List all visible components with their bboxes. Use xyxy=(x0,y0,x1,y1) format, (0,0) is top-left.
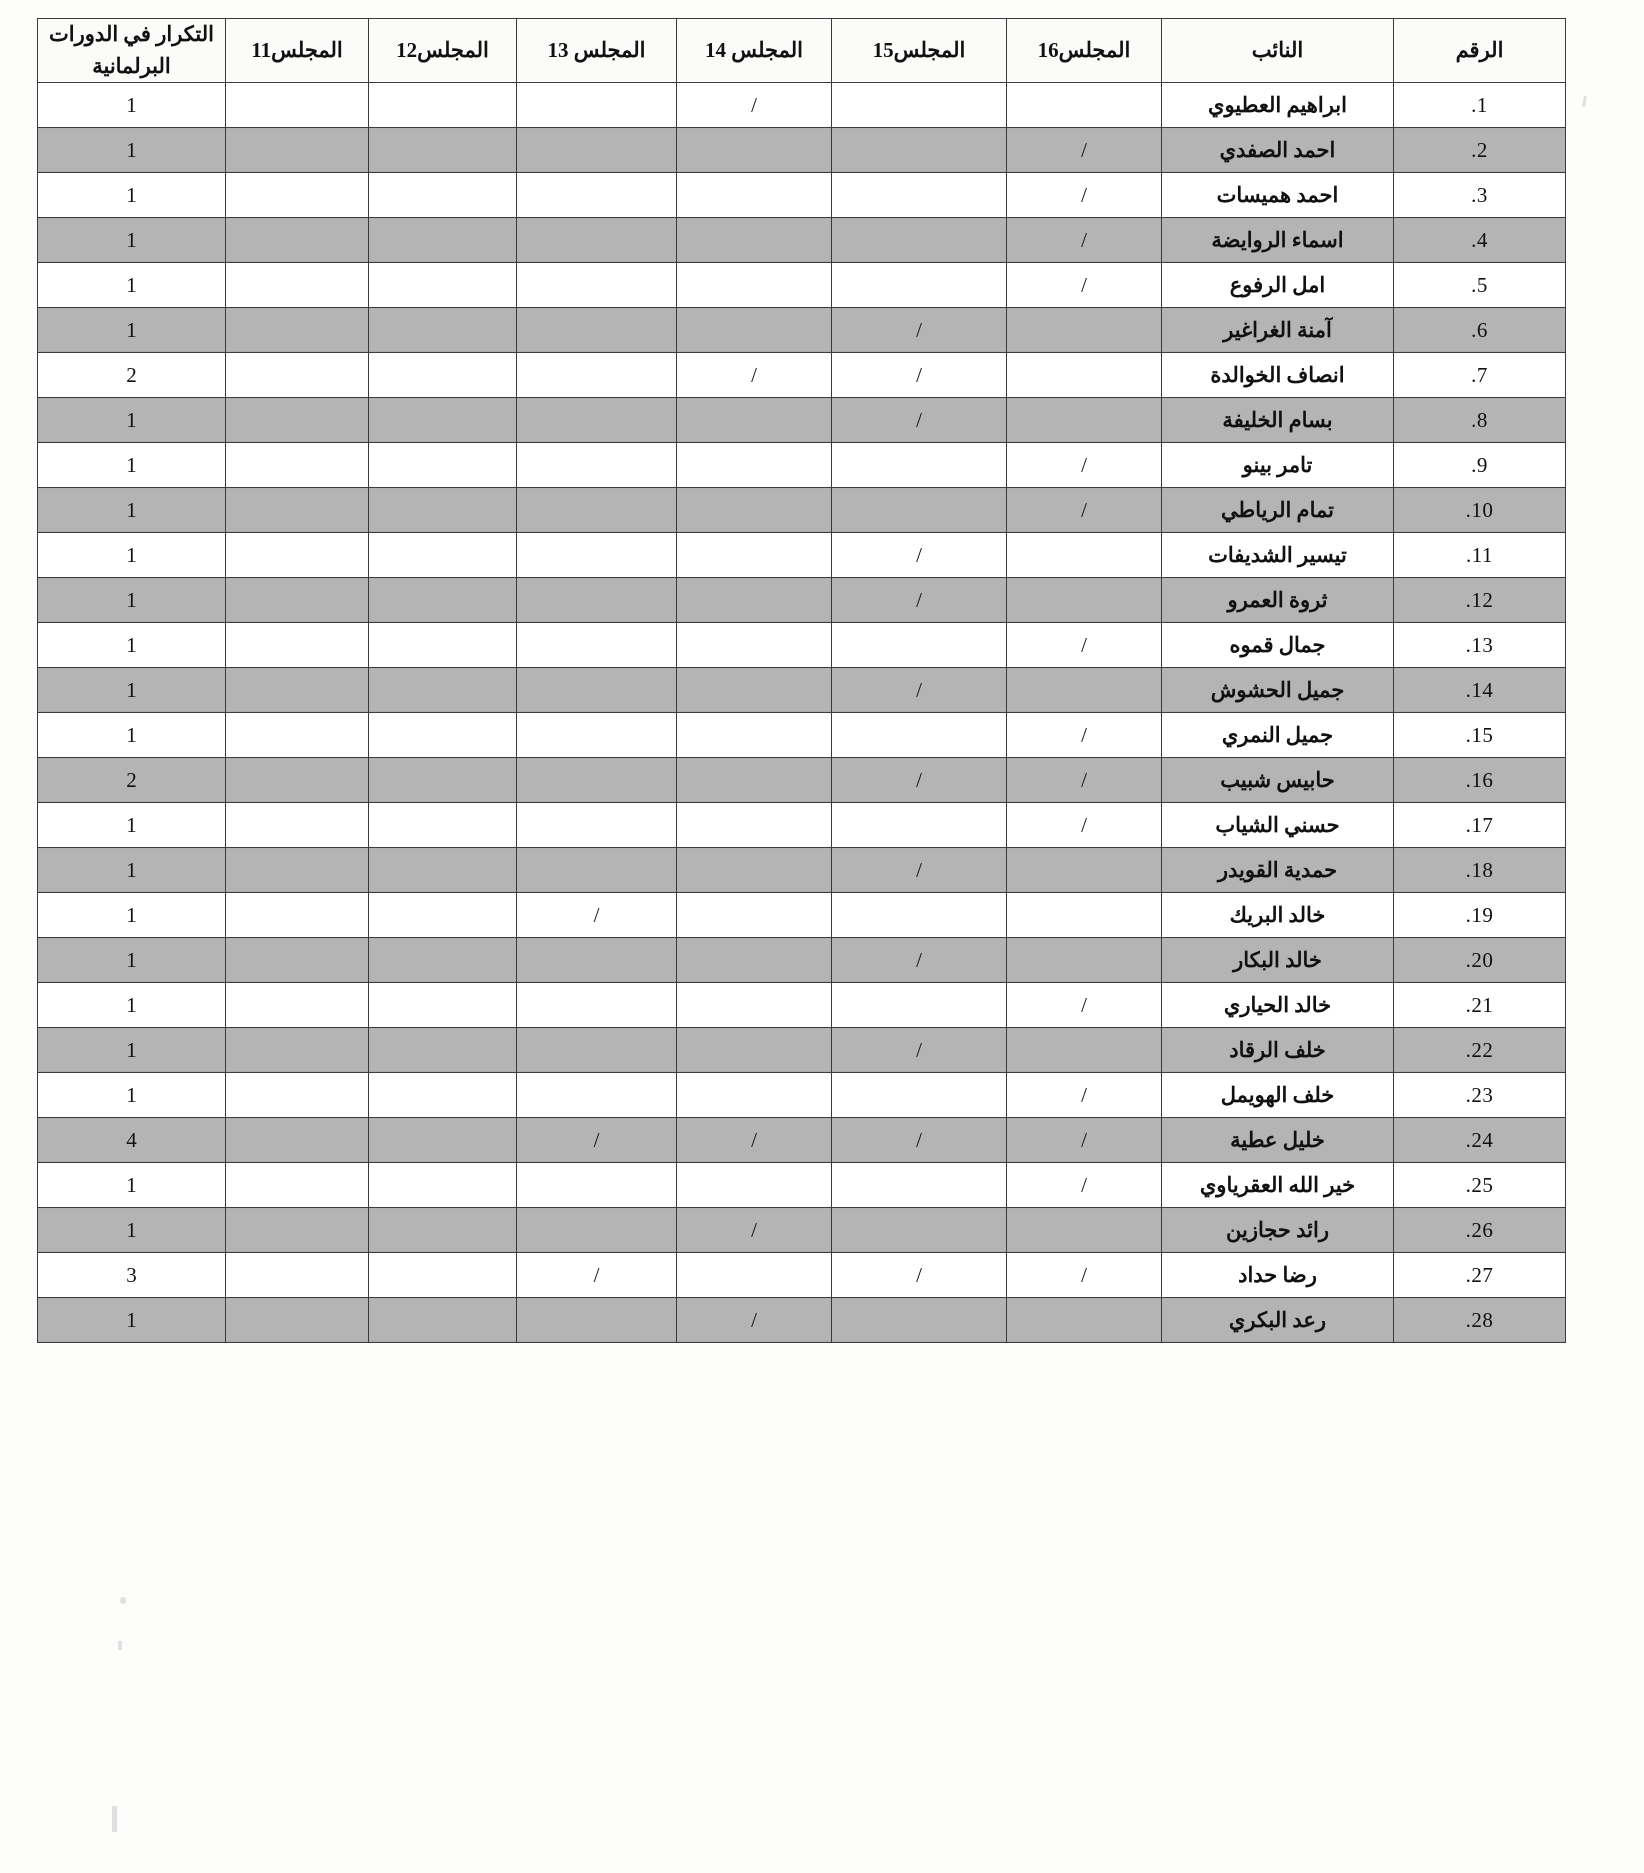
cell-repetition-count: 1 xyxy=(38,443,226,488)
cell-mp-name: خالد البريك xyxy=(1162,893,1394,938)
cell-row-number: 15. xyxy=(1394,713,1566,758)
cell-council-12 xyxy=(369,803,517,848)
cell-mp-name: خير الله العقرياوي xyxy=(1162,1163,1394,1208)
cell-mp-name: تامر بينو xyxy=(1162,443,1394,488)
cell-council-11 xyxy=(226,938,369,983)
cell-mp-name: خالد البكار xyxy=(1162,938,1394,983)
cell-row-number: 4. xyxy=(1394,218,1566,263)
cell-council-13 xyxy=(517,1163,677,1208)
cell-council-16: / xyxy=(1007,1163,1162,1208)
cell-council-14 xyxy=(677,578,832,623)
cell-council-13 xyxy=(517,623,677,668)
cell-council-12 xyxy=(369,668,517,713)
column-header-number: الرقم xyxy=(1394,19,1566,83)
cell-council-13 xyxy=(517,668,677,713)
cell-row-number: 14. xyxy=(1394,668,1566,713)
cell-council-12 xyxy=(369,578,517,623)
cell-mp-name: حسني الشياب xyxy=(1162,803,1394,848)
table-row xyxy=(38,938,1566,983)
cell-row-number: 17. xyxy=(1394,803,1566,848)
cell-council-12 xyxy=(369,1298,517,1343)
cell-mp-name: احمد الصفدي xyxy=(1162,128,1394,173)
cell-council-15 xyxy=(832,263,1007,308)
cell-council-12 xyxy=(369,488,517,533)
cell-mp-name: ثروة العمرو xyxy=(1162,578,1394,623)
cell-council-12 xyxy=(369,758,517,803)
cell-council-11 xyxy=(226,713,369,758)
cell-row-number: 16. xyxy=(1394,758,1566,803)
table-row xyxy=(38,623,1566,668)
cell-council-14: / xyxy=(677,83,832,128)
table-row xyxy=(38,1118,1566,1163)
cell-council-11 xyxy=(226,1118,369,1163)
cell-council-15 xyxy=(832,218,1007,263)
cell-mp-name: تمام الرياطي xyxy=(1162,488,1394,533)
cell-row-number: 24. xyxy=(1394,1118,1566,1163)
table-row xyxy=(38,578,1566,623)
cell-repetition-count: 2 xyxy=(38,353,226,398)
cell-council-12 xyxy=(369,1163,517,1208)
cell-council-13 xyxy=(517,938,677,983)
cell-council-16: / xyxy=(1007,128,1162,173)
scan-speckle xyxy=(120,1597,126,1604)
cell-council-16 xyxy=(1007,83,1162,128)
cell-council-13: / xyxy=(517,893,677,938)
cell-row-number: 5. xyxy=(1394,263,1566,308)
cell-mp-name: انصاف الخوالدة xyxy=(1162,353,1394,398)
cell-council-15: / xyxy=(832,1253,1007,1298)
cell-row-number: 21. xyxy=(1394,983,1566,1028)
cell-mp-name: خلف الهويمل xyxy=(1162,1073,1394,1118)
cell-council-13 xyxy=(517,263,677,308)
cell-council-11 xyxy=(226,83,369,128)
cell-council-15: / xyxy=(832,848,1007,893)
cell-council-12 xyxy=(369,1253,517,1298)
cell-council-15: / xyxy=(832,353,1007,398)
cell-council-15: / xyxy=(832,308,1007,353)
cell-council-13: / xyxy=(517,1253,677,1298)
cell-council-16 xyxy=(1007,578,1162,623)
cell-council-12 xyxy=(369,128,517,173)
table-body xyxy=(38,83,1566,1343)
cell-council-16 xyxy=(1007,1028,1162,1073)
cell-council-16 xyxy=(1007,398,1162,443)
cell-council-13 xyxy=(517,353,677,398)
cell-council-13 xyxy=(517,983,677,1028)
cell-council-14 xyxy=(677,668,832,713)
cell-row-number: 9. xyxy=(1394,443,1566,488)
cell-mp-name: حمدية القويدر xyxy=(1162,848,1394,893)
cell-repetition-count: 1 xyxy=(38,1208,226,1253)
cell-council-14: / xyxy=(677,1298,832,1343)
cell-repetition-count: 1 xyxy=(38,848,226,893)
cell-council-11 xyxy=(226,398,369,443)
table-row xyxy=(38,983,1566,1028)
cell-council-13 xyxy=(517,398,677,443)
cell-council-12 xyxy=(369,533,517,578)
cell-row-number: 11. xyxy=(1394,533,1566,578)
cell-repetition-count: 1 xyxy=(38,533,226,578)
cell-mp-name: ابراهيم العطيوي xyxy=(1162,83,1394,128)
cell-row-number: 1. xyxy=(1394,83,1566,128)
cell-council-12 xyxy=(369,173,517,218)
cell-repetition-count: 1 xyxy=(38,218,226,263)
table-row xyxy=(38,1073,1566,1118)
cell-council-14 xyxy=(677,983,832,1028)
table-row xyxy=(38,533,1566,578)
cell-council-16 xyxy=(1007,668,1162,713)
table-row xyxy=(38,443,1566,488)
cell-repetition-count: 1 xyxy=(38,173,226,218)
scan-speckle xyxy=(118,1641,122,1650)
cell-council-14 xyxy=(677,173,832,218)
cell-council-11 xyxy=(226,803,369,848)
column-header-council-15: المجلس15 xyxy=(832,19,1007,83)
cell-council-11 xyxy=(226,623,369,668)
cell-council-12 xyxy=(369,83,517,128)
cell-council-14 xyxy=(677,308,832,353)
cell-council-12 xyxy=(369,848,517,893)
cell-council-11 xyxy=(226,1028,369,1073)
cell-row-number: 2. xyxy=(1394,128,1566,173)
cell-repetition-count: 1 xyxy=(38,1163,226,1208)
column-header-council-13: المجلس 13 xyxy=(517,19,677,83)
cell-council-14 xyxy=(677,803,832,848)
table-row xyxy=(38,488,1566,533)
table-row xyxy=(38,218,1566,263)
cell-council-13 xyxy=(517,1028,677,1073)
cell-row-number: 26. xyxy=(1394,1208,1566,1253)
cell-council-14: / xyxy=(677,353,832,398)
cell-council-13 xyxy=(517,803,677,848)
table-row xyxy=(38,1028,1566,1073)
cell-council-15: / xyxy=(832,398,1007,443)
cell-council-14 xyxy=(677,938,832,983)
cell-council-13 xyxy=(517,128,677,173)
cell-council-15 xyxy=(832,803,1007,848)
cell-council-15 xyxy=(832,488,1007,533)
mp-attendance-table-wrapper xyxy=(38,18,1566,1343)
cell-council-16: / xyxy=(1007,173,1162,218)
cell-council-15 xyxy=(832,1073,1007,1118)
cell-council-15: / xyxy=(832,758,1007,803)
table-row xyxy=(38,713,1566,758)
cell-council-14 xyxy=(677,488,832,533)
cell-council-11 xyxy=(226,173,369,218)
cell-row-number: 20. xyxy=(1394,938,1566,983)
cell-repetition-count: 1 xyxy=(38,578,226,623)
cell-council-11 xyxy=(226,668,369,713)
cell-council-12 xyxy=(369,398,517,443)
cell-council-12 xyxy=(369,1208,517,1253)
column-header-repetition: التكرار في الدورات البرلمانية xyxy=(38,19,226,83)
cell-council-14 xyxy=(677,128,832,173)
cell-council-13 xyxy=(517,218,677,263)
cell-mp-name: جميل الحشوش xyxy=(1162,668,1394,713)
cell-row-number: 19. xyxy=(1394,893,1566,938)
cell-repetition-count: 1 xyxy=(38,1028,226,1073)
cell-council-16: / xyxy=(1007,803,1162,848)
cell-council-14 xyxy=(677,1163,832,1208)
table-row xyxy=(38,353,1566,398)
cell-council-11 xyxy=(226,128,369,173)
cell-council-14 xyxy=(677,533,832,578)
cell-council-16: / xyxy=(1007,263,1162,308)
cell-council-15: / xyxy=(832,578,1007,623)
cell-council-15 xyxy=(832,983,1007,1028)
cell-council-13 xyxy=(517,1208,677,1253)
table-row xyxy=(38,128,1566,173)
cell-council-15 xyxy=(832,1208,1007,1253)
table-row xyxy=(38,308,1566,353)
cell-repetition-count: 1 xyxy=(38,308,226,353)
cell-council-15 xyxy=(832,1298,1007,1343)
cell-repetition-count: 1 xyxy=(38,83,226,128)
cell-repetition-count: 1 xyxy=(38,623,226,668)
cell-mp-name: امل الرفوع xyxy=(1162,263,1394,308)
cell-council-13 xyxy=(517,488,677,533)
table-row xyxy=(38,263,1566,308)
cell-repetition-count: 1 xyxy=(38,128,226,173)
cell-row-number: 23. xyxy=(1394,1073,1566,1118)
cell-council-11 xyxy=(226,218,369,263)
table-row xyxy=(38,1298,1566,1343)
table-row xyxy=(38,83,1566,128)
cell-council-11 xyxy=(226,983,369,1028)
cell-council-12 xyxy=(369,713,517,758)
cell-mp-name: رعد البكري xyxy=(1162,1298,1394,1343)
cell-repetition-count: 3 xyxy=(38,1253,226,1298)
table-row xyxy=(38,173,1566,218)
cell-mp-name: رائد حجازين xyxy=(1162,1208,1394,1253)
cell-council-11 xyxy=(226,308,369,353)
cell-mp-name: حابيس شبيب xyxy=(1162,758,1394,803)
cell-council-11 xyxy=(226,893,369,938)
cell-council-14 xyxy=(677,1028,832,1073)
table-row xyxy=(38,848,1566,893)
cell-council-11 xyxy=(226,353,369,398)
cell-council-12 xyxy=(369,1028,517,1073)
table-row xyxy=(38,758,1566,803)
table-header-row xyxy=(38,19,1566,83)
cell-council-14: / xyxy=(677,1118,832,1163)
cell-council-16 xyxy=(1007,1208,1162,1253)
cell-council-14 xyxy=(677,848,832,893)
cell-council-13 xyxy=(517,758,677,803)
cell-repetition-count: 1 xyxy=(38,713,226,758)
cell-council-16: / xyxy=(1007,758,1162,803)
cell-repetition-count: 1 xyxy=(38,263,226,308)
cell-repetition-count: 4 xyxy=(38,1118,226,1163)
cell-council-15: / xyxy=(832,1028,1007,1073)
table-row xyxy=(38,398,1566,443)
cell-council-16 xyxy=(1007,1298,1162,1343)
cell-council-15 xyxy=(832,128,1007,173)
cell-council-15 xyxy=(832,443,1007,488)
cell-repetition-count: 1 xyxy=(38,488,226,533)
cell-row-number: 8. xyxy=(1394,398,1566,443)
cell-mp-name: رضا حداد xyxy=(1162,1253,1394,1298)
cell-mp-name: خالد الحياري xyxy=(1162,983,1394,1028)
cell-council-14 xyxy=(677,1253,832,1298)
cell-council-13 xyxy=(517,713,677,758)
cell-council-16 xyxy=(1007,533,1162,578)
column-header-council-14: المجلس 14 xyxy=(677,19,832,83)
cell-council-11 xyxy=(226,578,369,623)
cell-council-11 xyxy=(226,758,369,803)
cell-mp-name: اسماء الروايضة xyxy=(1162,218,1394,263)
cell-council-16: / xyxy=(1007,713,1162,758)
cell-council-12 xyxy=(369,1073,517,1118)
cell-council-16: / xyxy=(1007,1253,1162,1298)
cell-mp-name: آمنة الغراغير xyxy=(1162,308,1394,353)
cell-council-14: / xyxy=(677,1208,832,1253)
column-header-council-11: المجلس11 xyxy=(226,19,369,83)
cell-council-16: / xyxy=(1007,983,1162,1028)
cell-council-12 xyxy=(369,623,517,668)
cell-council-15: / xyxy=(832,668,1007,713)
cell-council-12 xyxy=(369,983,517,1028)
cell-council-16 xyxy=(1007,848,1162,893)
table-row xyxy=(38,1163,1566,1208)
cell-row-number: 12. xyxy=(1394,578,1566,623)
cell-mp-name: خليل عطية xyxy=(1162,1118,1394,1163)
cell-row-number: 7. xyxy=(1394,353,1566,398)
cell-council-16 xyxy=(1007,893,1162,938)
cell-council-12 xyxy=(369,263,517,308)
cell-council-16: / xyxy=(1007,1118,1162,1163)
cell-council-12 xyxy=(369,1118,517,1163)
cell-council-13 xyxy=(517,83,677,128)
cell-row-number: 22. xyxy=(1394,1028,1566,1073)
cell-row-number: 6. xyxy=(1394,308,1566,353)
cell-council-13 xyxy=(517,578,677,623)
cell-council-15: / xyxy=(832,938,1007,983)
cell-repetition-count: 1 xyxy=(38,1298,226,1343)
cell-row-number: 3. xyxy=(1394,173,1566,218)
table-header xyxy=(38,19,1566,83)
table-row xyxy=(38,893,1566,938)
cell-council-13 xyxy=(517,533,677,578)
cell-mp-name: تيسير الشديفات xyxy=(1162,533,1394,578)
mp-attendance-table xyxy=(37,18,1566,1343)
cell-repetition-count: 1 xyxy=(38,983,226,1028)
cell-council-16: / xyxy=(1007,623,1162,668)
cell-row-number: 25. xyxy=(1394,1163,1566,1208)
cell-mp-name: جمال قموه xyxy=(1162,623,1394,668)
cell-council-16: / xyxy=(1007,488,1162,533)
cell-council-14 xyxy=(677,443,832,488)
cell-row-number: 13. xyxy=(1394,623,1566,668)
cell-council-15 xyxy=(832,623,1007,668)
cell-council-15 xyxy=(832,83,1007,128)
cell-repetition-count: 1 xyxy=(38,803,226,848)
cell-council-13: / xyxy=(517,1118,677,1163)
cell-council-11 xyxy=(226,1163,369,1208)
scan-speckle xyxy=(1582,96,1587,107)
cell-council-14 xyxy=(677,893,832,938)
cell-council-11 xyxy=(226,848,369,893)
cell-mp-name: جميل النمري xyxy=(1162,713,1394,758)
cell-council-13 xyxy=(517,1298,677,1343)
cell-repetition-count: 1 xyxy=(38,893,226,938)
cell-council-13 xyxy=(517,443,677,488)
cell-council-11 xyxy=(226,488,369,533)
cell-council-11 xyxy=(226,443,369,488)
cell-row-number: 28. xyxy=(1394,1298,1566,1343)
cell-mp-name: بسام الخليفة xyxy=(1162,398,1394,443)
table-row xyxy=(38,803,1566,848)
cell-council-16: / xyxy=(1007,443,1162,488)
cell-council-15 xyxy=(832,173,1007,218)
cell-council-13 xyxy=(517,848,677,893)
cell-row-number: 10. xyxy=(1394,488,1566,533)
cell-council-15: / xyxy=(832,1118,1007,1163)
cell-council-11 xyxy=(226,533,369,578)
cell-council-12 xyxy=(369,443,517,488)
cell-council-12 xyxy=(369,893,517,938)
column-header-council-16: المجلس16 xyxy=(1007,19,1162,83)
cell-council-11 xyxy=(226,1208,369,1253)
cell-council-14 xyxy=(677,218,832,263)
cell-council-14 xyxy=(677,263,832,308)
cell-council-16 xyxy=(1007,938,1162,983)
cell-council-11 xyxy=(226,1253,369,1298)
cell-council-16 xyxy=(1007,308,1162,353)
cell-council-15 xyxy=(832,1163,1007,1208)
cell-council-13 xyxy=(517,308,677,353)
cell-council-11 xyxy=(226,1073,369,1118)
table-row xyxy=(38,668,1566,713)
cell-row-number: 18. xyxy=(1394,848,1566,893)
cell-mp-name: احمد هميسات xyxy=(1162,173,1394,218)
cell-council-14 xyxy=(677,758,832,803)
cell-council-16: / xyxy=(1007,1073,1162,1118)
cell-council-15: / xyxy=(832,533,1007,578)
cell-council-13 xyxy=(517,173,677,218)
cell-council-12 xyxy=(369,218,517,263)
table-row xyxy=(38,1253,1566,1298)
column-header-council-12: المجلس12 xyxy=(369,19,517,83)
cell-repetition-count: 1 xyxy=(38,938,226,983)
cell-council-14 xyxy=(677,623,832,668)
cell-council-14 xyxy=(677,713,832,758)
cell-council-11 xyxy=(226,1298,369,1343)
cell-mp-name: خلف الرقاد xyxy=(1162,1028,1394,1073)
cell-council-12 xyxy=(369,308,517,353)
cell-repetition-count: 1 xyxy=(38,1073,226,1118)
cell-council-12 xyxy=(369,353,517,398)
cell-row-number: 27. xyxy=(1394,1253,1566,1298)
table-row xyxy=(38,1208,1566,1253)
cell-council-15 xyxy=(832,893,1007,938)
cell-council-15 xyxy=(832,713,1007,758)
cell-council-16 xyxy=(1007,353,1162,398)
cell-council-14 xyxy=(677,398,832,443)
column-header-name: النائب xyxy=(1162,19,1394,83)
cell-council-11 xyxy=(226,263,369,308)
cell-repetition-count: 2 xyxy=(38,758,226,803)
cell-council-13 xyxy=(517,1073,677,1118)
scan-speckle xyxy=(112,1806,117,1832)
cell-repetition-count: 1 xyxy=(38,398,226,443)
cell-council-12 xyxy=(369,938,517,983)
cell-council-14 xyxy=(677,1073,832,1118)
cell-repetition-count: 1 xyxy=(38,668,226,713)
cell-council-16: / xyxy=(1007,218,1162,263)
